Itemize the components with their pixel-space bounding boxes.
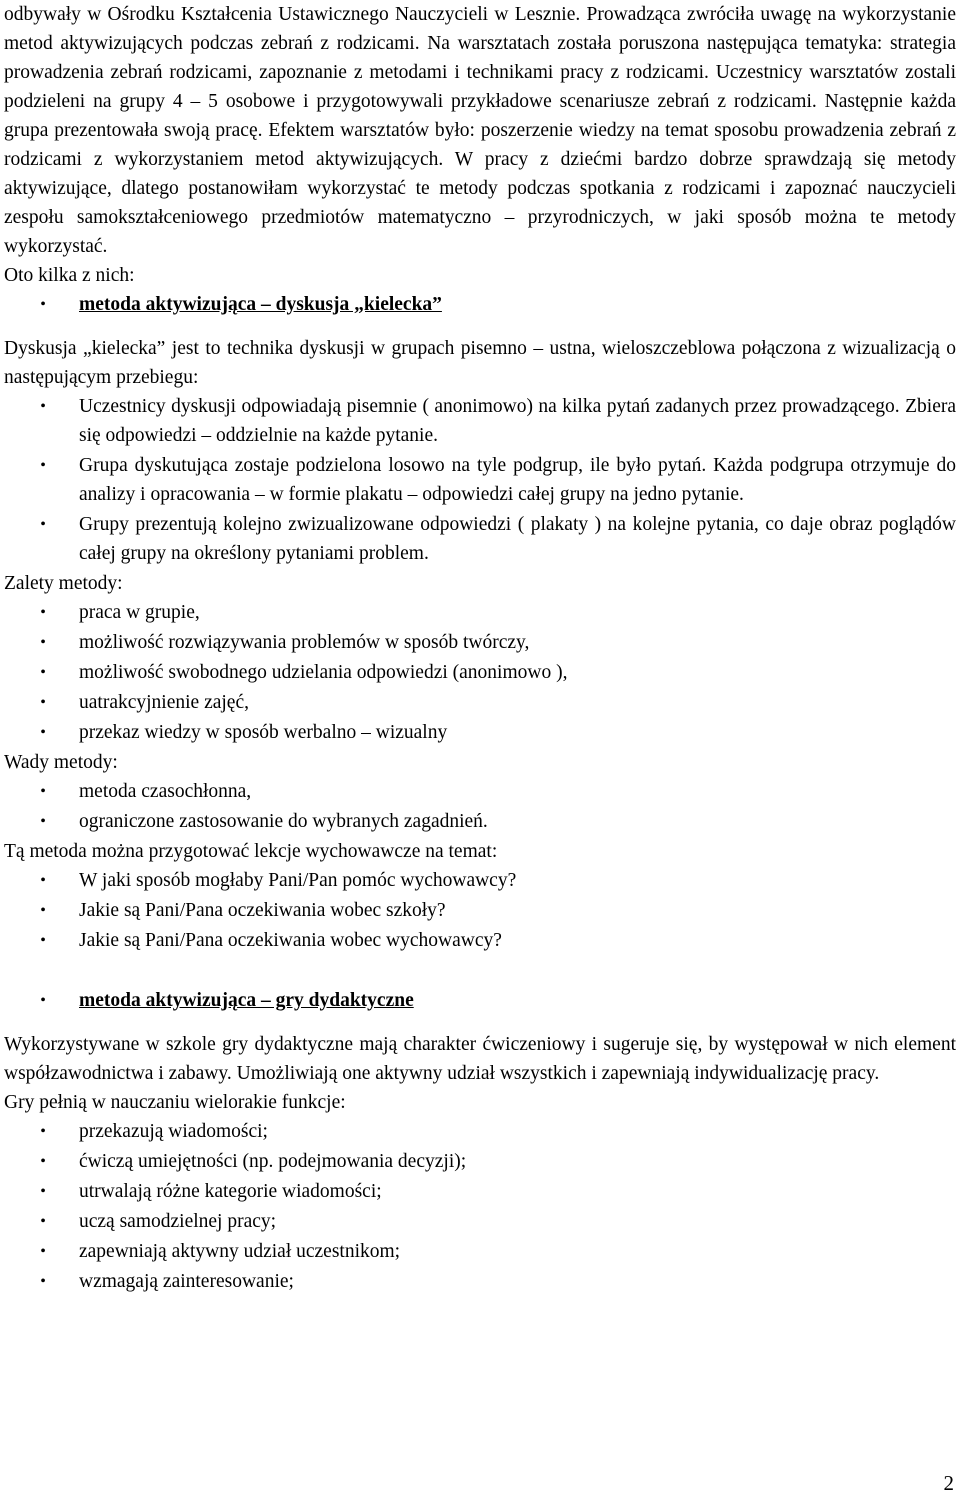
list-item-text: uczą samodzielnej pracy; xyxy=(79,1211,277,1232)
list-item-text: ograniczone zastosowanie do wybranych zagadnień. xyxy=(79,811,488,832)
bullet-icon: • xyxy=(40,1213,46,1230)
bullet-icon: • xyxy=(40,296,46,313)
intro-lead: Oto kilka z nich: xyxy=(4,265,135,286)
bullet-icon: • xyxy=(40,1123,46,1140)
list-item-text: zapewniają aktywny udział uczestnikom; xyxy=(79,1241,401,1262)
section2-heading xyxy=(4,986,956,1015)
section2-description: Wykorzystywane w szkole gry dydaktyczne mają charakter ćwiczeniowy i sugeruje się, by występował w nich element współzawodnictwa i zabawy. Umożliwiają one aktywny udział wszystkich i zapewniają indywidualizację pracy. xyxy=(4,1034,956,1084)
topics-label: Tą metoda można przygotować lekcje wychowawcze na temat: xyxy=(4,841,498,862)
list-item-text: Uczestnicy dyskusji odpowiadają pisemnie ( anonimowo) na kilka pytań zadanych przez prowadzącego. Zbiera się odpowiedzi – oddzielnie na każde pytanie. xyxy=(79,396,956,446)
list-item-text: uatrakcyjnienie zajęć, xyxy=(79,692,249,713)
bullet-icon: • xyxy=(40,992,46,1009)
section1-heading-list xyxy=(4,290,956,319)
bullet-icon: • xyxy=(40,1183,46,1200)
advantages-label: Zalety metody: xyxy=(4,573,123,594)
list-item-text: przekaz wiedzy w sposób werbalno – wizualny xyxy=(79,722,448,743)
list-item-text: możliwość rozwiązywania problemów w sposób twórczy, xyxy=(79,632,530,653)
list-item xyxy=(4,1177,956,1206)
bullet-icon: • xyxy=(40,724,46,741)
section1-heading-text: metoda aktywizująca – dyskusja „kielecka” xyxy=(79,294,442,315)
bullet-icon: • xyxy=(40,664,46,681)
bullet-icon: • xyxy=(40,516,46,533)
bullet-icon: • xyxy=(40,1243,46,1260)
list-item xyxy=(4,1117,956,1146)
bullet-icon: • xyxy=(40,902,46,919)
list-item-text: Jakie są Pani/Pana oczekiwania wobec wychowawcy? xyxy=(79,930,502,951)
list-item xyxy=(4,1237,956,1266)
list-item xyxy=(4,451,956,509)
list-item-text: Grupy prezentują kolejno zwizualizowane odpowiedzi ( plakaty ) na kolejne pytania, co daje obraz poglądów całej grupy na określony pytaniami problem. xyxy=(79,514,956,564)
list-item-text: Grupa dyskutująca zostaje podzielona losowo na tyle podgrup, ile było pytań. Każda podgrupa otrzymuje do analizy i opracowania – w formie plakatu – odpowiedzi całej grupy na jedno pytanie. xyxy=(79,455,956,505)
list-item-text: metoda czasochłonna, xyxy=(79,781,252,802)
bullet-icon: • xyxy=(40,932,46,949)
section1-description: Dyskusja „kielecka” jest to technika dyskusji w grupach pisemno – ustna, wieloszczeblowa połączona z wizualizacją o następującym przebiegu: xyxy=(4,338,956,388)
list-item-text: praca w grupie, xyxy=(79,602,200,623)
list-item-text: przekazują wiadomości; xyxy=(79,1121,268,1142)
section1-steps xyxy=(4,392,956,568)
bullet-icon: • xyxy=(40,694,46,711)
list-item xyxy=(4,1267,956,1296)
list-item-text: możliwość swobodnego udzielania odpowiedzi (anonimowo ), xyxy=(79,662,568,683)
list-item xyxy=(4,1147,956,1176)
list-item-text: utrwalają różne kategorie wiadomości; xyxy=(79,1181,382,1202)
bullet-icon: • xyxy=(40,813,46,830)
list-item xyxy=(4,807,956,836)
bullet-icon: • xyxy=(40,783,46,800)
list-item xyxy=(4,598,956,627)
bullet-icon: • xyxy=(40,634,46,651)
bullet-icon: • xyxy=(40,1153,46,1170)
list-item xyxy=(4,392,956,450)
list-item xyxy=(4,658,956,687)
list-item-text: wzmagają zainteresowanie; xyxy=(79,1271,294,1292)
list-item xyxy=(4,718,956,747)
disadvantages-label: Wady metody: xyxy=(4,752,118,773)
section2-heading-list xyxy=(4,986,956,1015)
functions-list xyxy=(4,1117,956,1296)
list-item xyxy=(4,628,956,657)
list-item-text: Jakie są Pani/Pana oczekiwania wobec szkoły? xyxy=(79,900,446,921)
page-number: 2 xyxy=(943,1471,954,1495)
list-item xyxy=(4,777,956,806)
bullet-icon: • xyxy=(40,457,46,474)
bullet-icon: • xyxy=(40,1273,46,1290)
section1-heading xyxy=(4,290,956,319)
topics-list xyxy=(4,866,956,955)
list-item xyxy=(4,896,956,925)
list-item-text: ćwiczą umiejętności (np. podejmowania decyzji); xyxy=(79,1151,467,1172)
list-item xyxy=(4,1207,956,1236)
list-item xyxy=(4,926,956,955)
disadvantages-list xyxy=(4,777,956,836)
bullet-icon: • xyxy=(40,398,46,415)
bullet-icon: • xyxy=(40,604,46,621)
list-item xyxy=(4,688,956,717)
list-item xyxy=(4,510,956,568)
section2-heading-text: metoda aktywizująca – gry dydaktyczne xyxy=(79,990,414,1011)
advantages-list xyxy=(4,598,956,747)
list-item-text: W jaki sposób mogłaby Pani/Pan pomóc wychowawcy? xyxy=(79,870,517,891)
functions-label: Gry pełnią w nauczaniu wielorakie funkcje: xyxy=(4,1092,346,1113)
intro-paragraph: odbywały w Ośrodku Kształcenia Ustawicznego Nauczycieli w Lesznie. Prowadząca zwróciła uwagę na wykorzystanie metod aktywizujących podczas zebrań z rodzicami. Na warsztatach została poruszona następująca tematyka: strategia prowadzenia zebrań rodzicami, zapoznanie z metodami i technikami pracy z rodzicami. Uczestnicy warsztatów zostali podzieleni na grupy 4 – 5 osobowe i przygotowywali przykładowe scenariusze zebrań z rodzicami. Następnie każda grupa prezentowała swoją pracę. Efektem warsztatów było: poszerzenie wiedzy na temat sposobu prowadzenia zebrań z rodzicami z wykorzystaniem metod aktywizujących. W pracy z dziećmi bardzo dobrze sprawdzają się metody aktywizujące, dlatego postanowiłam wykorzystać te metody podczas spotkania z rodzicami i zapoznać nauczycieli zespołu samokształceniowego przedmiotów matematyczno – przyrodniczych, w jaki sposób można te metody wykorzystać. xyxy=(4,4,956,257)
document-page xyxy=(4,0,956,1297)
bullet-icon: • xyxy=(40,872,46,889)
list-item xyxy=(4,866,956,895)
